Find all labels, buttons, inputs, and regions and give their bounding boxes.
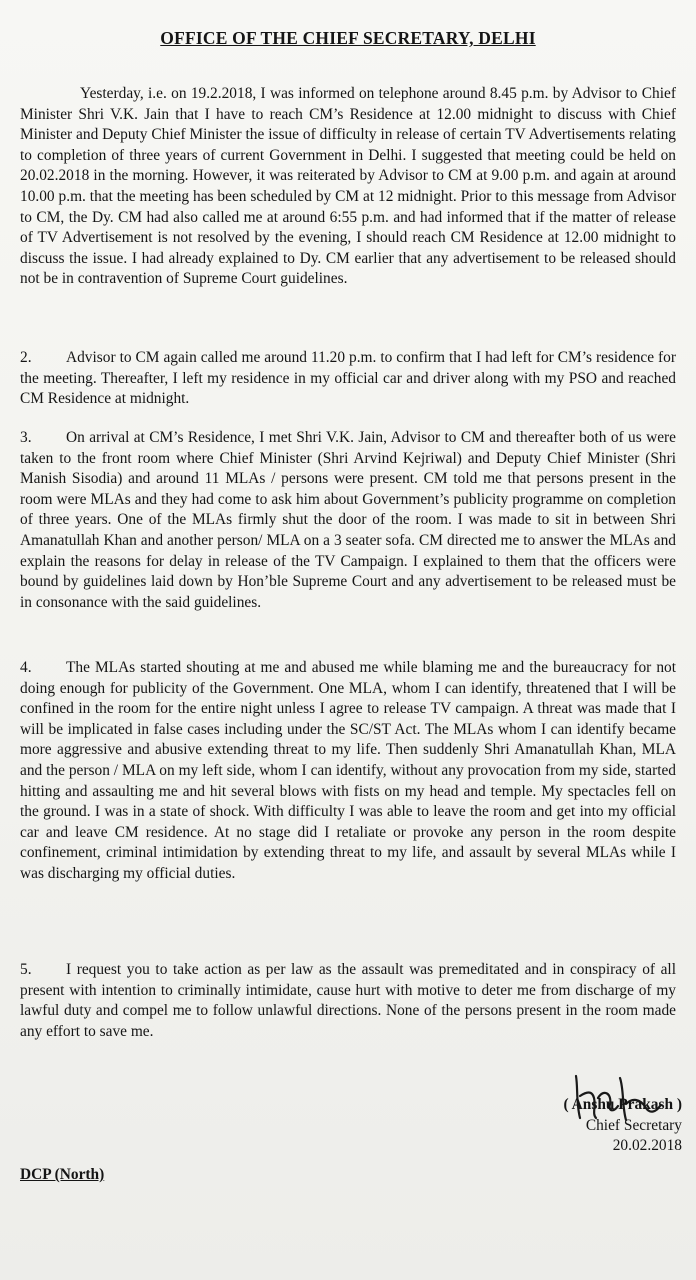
signatory-name: ( Anshu Prakash ) <box>563 1096 682 1113</box>
signature-block <box>512 1095 682 1157</box>
paragraph-text: I request you to take action as per law as the assault was premeditated and in conspiracy of all present with intention to criminally intimidate, cause hurt with motive to deter me from discharge of my lawful duty and compel me to follow unlawful directions. None of the persons present in the room made any effort to save me. <box>20 961 676 1040</box>
paragraph-text: Advisor to CM again called me around 11.20 p.m. to confirm that I had left for CM’s residence for the meeting. Thereafter, I left my residence in my official car and driver along with my PSO and reached CM Residence at midnight. <box>20 349 676 408</box>
signature-date: 20.02.2018 <box>612 1137 682 1155</box>
paragraph-4 <box>20 658 676 885</box>
recipient-address: DCP (North) <box>20 1166 105 1183</box>
paragraph-1 <box>20 84 676 290</box>
paragraph-text: The MLAs started shouting at me and abused me while blaming me and the bureaucracy for not doing enough for publicity of the Government. One MLA, whom I can identify, threatened that I will be confined in the room for the entire night unless I agree to release TV campaign. A threat was made that I will be implicated in false cases including under the SC/ST Act. The MLAs whom I can identify became more aggressive and abusive extending threat to my life. Then suddenly Shri Amanatullah Khan, MLA and the person / MLA on my left side, whom I can identify, without any provocation from my side, started hitting and assaulting me and hit several blows with fists on my head and temple. My spectacles fell on the ground. I was in a state of shock. With difficulty I was able to leave the room and get into my official car and leave CM residence. At no stage did I retaliate or provoke any person in the room despite confinement, criminal intimidation by extending threat to my life, and assault by several MLAs while I was discharging my official duties. <box>20 659 676 882</box>
paragraph-2 <box>20 348 676 410</box>
paragraph-number: 5. <box>20 961 32 978</box>
signatory-designation: Chief Secretary <box>585 1116 682 1134</box>
paragraph-number: 4. <box>20 659 32 676</box>
paragraph-text: On arrival at CM’s Residence, I met Shri V.K. Jain, Advisor to CM and thereafter both of us were taken to the front room where Chief Minister (Shri Arvind Kejriwal) and Deputy Chief Minister (Shri Manish Sisodia) and around 11 MLAs / persons were present. CM told me that persons present in the room were MLAs and they had come to ask him about Government’s publicity programme on completion of three years. One of the MLAs firmly shut the door of the room. I was made to sit in between Shri Amanatullah Khan and another person/ MLA on a 3 seater sofa. CM directed me to answer the MLAs and explain the reasons for delay in release of the TV Campaign. I explained to them that the officers were bound by guidelines laid down by Hon’ble Supreme Court and any advertisement to be released must be in consonance with the said guidelines. <box>20 429 676 611</box>
letter-heading: OFFICE OF THE CHIEF SECRETARY, DELHI <box>160 28 536 48</box>
paragraph-number: 3. <box>20 429 32 446</box>
paragraph-text: Yesterday, i.e. on 19.2.2018, I was informed on telephone around 8.45 p.m. by Advisor to Chief Minister Shri V.K. Jain that I have to reach CM’s Residence at 12.00 midnight to discuss with Chief Minister and Deputy Chief Minister the issue of difficulty in release of certain TV Advertisements relating to completion of three years of current Government in Delhi. I suggested that meeting could be held on 20.02.2018 in the morning. However, it was reiterated by Advisor to CM at 9.00 p.m. and again at around 10.00 p.m. that the meeting has been scheduled by CM at 12 midnight. Prior to this message from Advisor to CM, the Dy. CM had also called me at around 6:55 p.m. and had informed that if the matter of release of TV Advertisement is not resolved by the evening, I should reach CM Residence at 12.00 midnight to discuss the issue. I had already explained to Dy. CM earlier that any advertisement to be released should not be in contravention of Supreme Court guidelines. <box>20 85 676 288</box>
paragraph-number: 2. <box>20 349 32 366</box>
paragraph-3 <box>20 428 676 613</box>
paragraph-5 <box>20 960 676 1042</box>
